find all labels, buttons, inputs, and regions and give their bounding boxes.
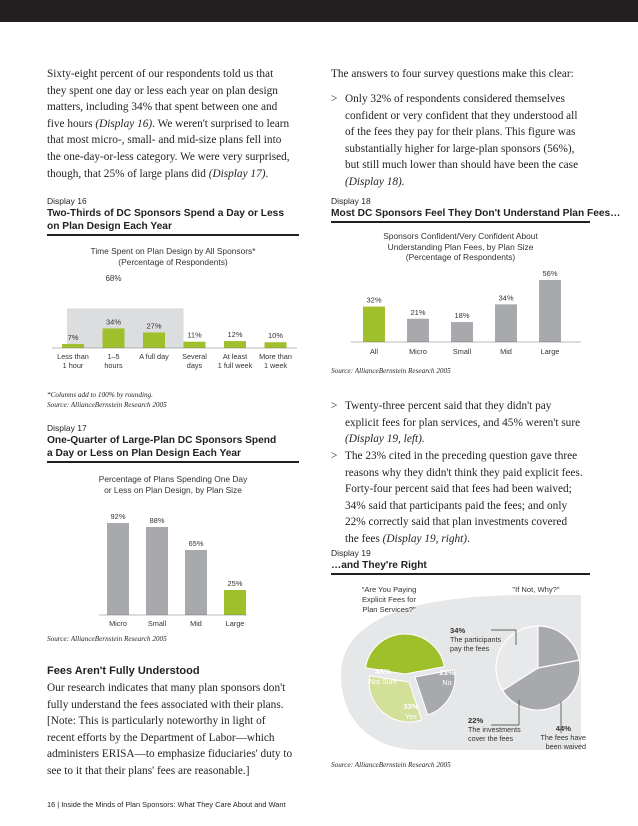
tick-label: Mid <box>190 619 202 628</box>
text-line: of the fees they pay for their plans. This figure was <box>345 126 576 139</box>
slice-label: 34% <box>450 626 466 635</box>
slice-label: 45% <box>375 667 391 676</box>
text-line: administers ERISA—to emphasize fiduciaries' duty to <box>47 748 293 761</box>
display-reference: (Display 19, right) <box>382 532 468 545</box>
text-line: see to it that their plans' fees are reasonable.] <box>47 764 250 777</box>
top-bar <box>0 0 638 22</box>
data-label: 25% <box>227 579 243 588</box>
highlight-region <box>67 308 184 348</box>
data-label: 32% <box>366 295 382 305</box>
bar <box>185 550 207 615</box>
text-line: The 23% cited in the preceding question gave three <box>345 450 578 462</box>
text-line: they spent one day or less each year on plan design <box>47 84 278 97</box>
display-17-chart-title: Percentage of Plans Spending One Day or Less on Plan Design, by Plan Size <box>98 474 248 495</box>
display-19-rule <box>331 573 590 575</box>
bar <box>103 328 125 348</box>
text-line: (Display 18). <box>345 175 405 188</box>
tick-label: Micro <box>409 347 427 356</box>
tick-label: Several <box>182 352 207 361</box>
display-18-title: Most DC Sponsors Feel They Don't Understand Plan Fees… <box>331 208 621 219</box>
display-16-chart-title: Time Spent on Plan Design by All Sponsors* (Percentage of Respondents) <box>90 246 256 267</box>
text-line: fully understand the fees associated with their plans. <box>47 698 284 711</box>
bar <box>451 322 473 342</box>
bullet-2-text <box>345 398 600 448</box>
title-line: One-Quarter of Large-Plan DC Sponsors Spend <box>47 435 277 446</box>
bracket-label: 68% <box>105 274 122 283</box>
bar <box>224 590 246 615</box>
bullet-marker: > <box>331 93 338 105</box>
tick-label: Large <box>540 347 560 356</box>
bar <box>495 304 517 342</box>
display-17-rule <box>47 461 299 463</box>
text-line: Our research indicates that many plan sponsors don't <box>47 682 286 694</box>
display-18-label: Display 18 <box>331 196 371 206</box>
tick-label: 1 hour <box>62 361 84 370</box>
text-line: 34% said that participants paid the fees; and only <box>345 499 568 512</box>
title-line: a Day or Less on Plan Design Each Year <box>47 448 242 459</box>
display-18-chart <box>331 266 590 366</box>
data-label: 34% <box>105 317 122 327</box>
text-line: Only 32% of respondents considered themselves <box>345 93 565 105</box>
display-18-source: Source: AllianceBernstein Research 2005 <box>331 367 451 375</box>
text-line: 22% correctly said that plan investments covered <box>345 516 568 529</box>
display-16-rule <box>47 234 299 236</box>
text-line: that most micro-, small- and mid-size plans fell into <box>47 134 282 147</box>
data-label: 11% <box>187 330 202 340</box>
display-19-title: …and They're Right <box>331 560 427 571</box>
data-label: 27% <box>146 321 162 331</box>
display-19-chart <box>331 580 590 755</box>
tick-label: Large <box>225 619 245 628</box>
data-label: 12% <box>227 330 243 340</box>
slice-label: 44% <box>555 724 571 733</box>
text-line: Forty-four percent said that fees had been waived; <box>345 483 572 496</box>
footnote: *Columns add to 100% by rounding. <box>47 391 153 399</box>
text-line: though, that 25% of large plans did (Display 17). <box>47 167 269 180</box>
pie-title-line: Explicit Fees for <box>361 595 417 604</box>
tick-label: 1 week <box>263 361 288 370</box>
display-19-source: Source: AllianceBernstein Research 2005 <box>331 761 451 769</box>
display-17-source: Source: AllianceBernstein Research 2005 <box>47 635 167 643</box>
text-line: reasons why they didn't think they paid explicit fees. <box>345 466 583 479</box>
data-label: 65% <box>188 539 204 548</box>
bar <box>184 342 206 348</box>
data-label: 34% <box>498 293 514 303</box>
data-label: 56% <box>542 269 558 278</box>
text-line: substantially higher for large-plan sponsors (56%), <box>345 142 575 155</box>
data-label: 7% <box>67 332 79 342</box>
text-line: Twenty-three percent said that they didn't pay <box>345 400 552 412</box>
slice-category: The investments <box>468 725 521 734</box>
display-16-note <box>47 390 167 410</box>
display-reference: (Display 17) <box>208 167 266 180</box>
title-line: on Plan Design Each Year <box>47 221 172 232</box>
slice-category: been waived <box>545 742 586 751</box>
bar <box>407 319 429 342</box>
bullet-marker: > <box>331 450 338 462</box>
text-line: matters, including 34% that spent between one and <box>47 101 278 114</box>
display-16-title <box>47 207 284 233</box>
bullet-marker: > <box>331 400 338 412</box>
slice-category: Not Sure <box>368 677 398 686</box>
text-line: recent efforts by the Department of Labor—which <box>47 731 275 744</box>
display-16-chart <box>47 266 299 376</box>
source-note: Source: AllianceBernstein Research 2005 <box>47 401 167 409</box>
text-line: Sixty-eight percent of our respondents told us that <box>47 68 274 80</box>
text-line: but still much lower than should have been the case <box>345 159 579 172</box>
text-line: the one-day-or-less category. We were very surprised, <box>47 150 290 163</box>
tick-label: A full day <box>139 352 169 361</box>
text-line: (Display 19, left). <box>345 433 425 446</box>
tick-label: days <box>186 361 203 370</box>
slice-category: The fees have <box>540 733 586 742</box>
slice-label: 22% <box>468 716 484 725</box>
display-16-label: Display 16 <box>47 196 87 206</box>
bar <box>363 307 385 342</box>
tick-label: Small <box>147 619 167 628</box>
data-label: 88% <box>149 516 165 525</box>
tick-label: 1 full week <box>217 361 253 370</box>
bar <box>62 344 84 348</box>
display-17-label: Display 17 <box>47 423 87 433</box>
right-intro-lead: The answers to four survey questions make this clear: <box>331 68 574 80</box>
title-line: Two-Thirds of DC Sponsors Spend a Day or Less <box>47 208 284 219</box>
tick-label: All <box>369 347 379 356</box>
text-line: five hours (Display 16). We weren't surprised to learn <box>47 117 290 130</box>
text-line: confident or very confident that they understood all <box>345 109 578 122</box>
bar <box>143 332 165 348</box>
fees-paragraph <box>47 680 309 780</box>
bar <box>265 342 287 348</box>
bar <box>107 523 129 615</box>
text-line: the fees (Display 19, right). <box>345 532 470 545</box>
tick-label: hours <box>104 361 123 370</box>
slice-category: No <box>442 678 452 687</box>
pie-title-line: "Are You Paying <box>361 585 417 594</box>
bullet-3-text <box>345 448 600 548</box>
text-line: explicit fees for plan services, and 45% weren't sure <box>345 416 581 429</box>
fees-heading: Fees Aren't Fully Understood <box>47 665 200 677</box>
data-label: 18% <box>454 311 470 321</box>
tick-label: More than <box>259 352 292 361</box>
left-intro-paragraph <box>47 66 309 182</box>
slice-label: 23% <box>439 668 455 677</box>
bar <box>224 341 246 348</box>
slice-category: Yes <box>405 712 417 721</box>
tick-label: Small <box>452 347 472 356</box>
slice-category: The participants <box>450 635 502 644</box>
tick-label: 1–5 <box>107 352 120 361</box>
display-18-rule <box>331 221 590 223</box>
bar <box>146 527 168 615</box>
slice-label: 33% <box>403 702 419 711</box>
tick-label: Mid <box>500 347 512 356</box>
pie-title: "If Not, Why?" <box>512 585 560 594</box>
tick-label: Less than <box>57 352 89 361</box>
data-label: 21% <box>410 307 426 317</box>
pie-title-line: Plan Services?" <box>362 605 416 614</box>
display-19-label: Display 19 <box>331 548 371 558</box>
tick-label: Micro <box>109 619 127 628</box>
bullet-1-text <box>345 91 600 191</box>
data-label: 10% <box>267 331 284 341</box>
display-17-chart <box>47 500 299 630</box>
slice-category: pay the fees <box>450 644 490 653</box>
page-footer: 16 | Inside the Minds of Plan Sponsors: What They Care About and Want <box>47 800 286 809</box>
data-label: 92% <box>110 512 126 521</box>
bar <box>539 280 561 342</box>
tick-label: At least <box>222 352 248 361</box>
slice-category: cover the fees <box>468 734 514 743</box>
display-reference: (Display 16) <box>95 117 153 130</box>
text-line: [Note: This is particularly noteworthy in light of <box>47 715 266 728</box>
display-17-title <box>47 434 276 460</box>
display-18-chart-title: Sponsors Confident/Very Confident About Understanding Plan Fees, by Plan Size (Percentage of Respondents) <box>383 231 538 262</box>
